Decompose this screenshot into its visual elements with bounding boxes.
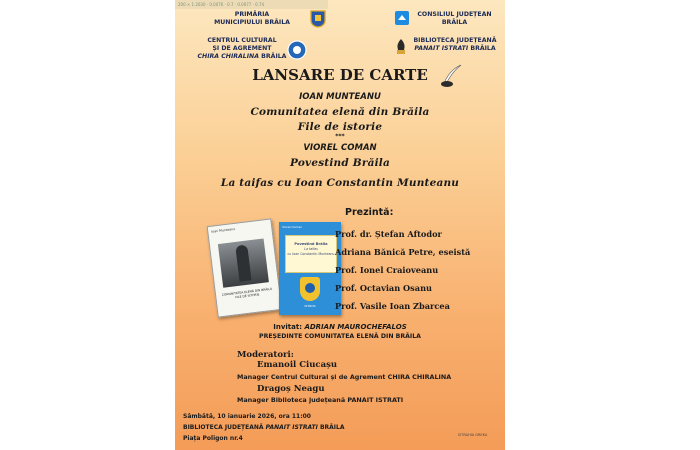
invited-role: PREȘEDINTE COMUNITATEA ELENĂ DIN BRĂILA [259, 333, 421, 340]
author-1: IOAN MUNTEANU [299, 92, 381, 102]
header-consiliul: CONSILIUL JUDEȚEAN BRĂILA [417, 11, 492, 26]
invited-guest: Invitat: ADRIAN MAUROCHEFALOS [273, 323, 407, 331]
book-2-title: Povestind Brăila [290, 157, 390, 169]
event-address: Piața Poligon nr.4 [183, 435, 243, 442]
event-date: Sâmbătă, 10 ianuarie 2026, ora 11:00 [183, 413, 311, 420]
quill-icon [437, 63, 465, 89]
primaria-crest-icon [310, 10, 326, 28]
image-info-bar: 200 × 1.2030 · 0.0076 · 0.7 · 0.0077 · 0.74 [175, 0, 328, 9]
event-place: BIBLIOTECA JUDEȚEANĂ PANAIT ISTRATI BRĂILA [183, 424, 345, 431]
presenter-item: Prof. Vasile Ioan Zbarcea [335, 301, 450, 311]
author-2: VIOREL COMAN [303, 143, 377, 153]
moderator-2-role: Manager Biblioteca județeană PANAIT ISTRATI [237, 396, 404, 404]
presenters-list [335, 225, 505, 315]
book-cover-2: Viorel Coman Povestind Brăila La taifas cu Ioan Constantin Munteanu ISTROS [279, 222, 341, 315]
book-1-subtitle: File de istorie [297, 121, 383, 133]
braila-crest-icon [300, 277, 320, 301]
moderators-label: Moderatori: [237, 350, 294, 360]
presenter-item: Prof. Ionel Craioveanu [335, 265, 439, 275]
header-primaria: PRIMĂRIA MUNICIPIULUI BRĂILA [214, 11, 290, 26]
cover-title-panel: Povestind Brăila La taifas cu Ioan Constantin Munteanu [285, 235, 337, 273]
cathedral-image [218, 238, 269, 287]
book-2-subtitle: La taifas cu Ioan Constantin Munteanu [220, 177, 460, 189]
centrul-cultural-logo-icon [287, 40, 307, 60]
publisher-signature: ISTRAHIA GREKA [458, 433, 488, 437]
moderator-1-name: Emanoil Ciucașu [257, 360, 338, 370]
header-centrul-cultural: CENTRUL CULTURAL ȘI DE AGREMENT CHIRA CHIRALINA BRĂILA [197, 37, 287, 60]
page-title: LANSARE DE CARTE [252, 66, 428, 84]
header-biblioteca: BIBLIOTECA JUDEȚEANĂ PANAIT ISTRATI BRĂILA [413, 37, 497, 52]
book-1-title: Comunitatea elenă din Brăila [250, 106, 430, 118]
book-cover-1: Ioan Munteanu COMUNITATEA ELENĂ DIN BRĂILA FILE DE ISTORIE [207, 218, 283, 317]
event-poster [175, 0, 505, 450]
moderator-1-role: Manager Centrul Cultural și de Agrement CHIRA CHIRALINA [237, 373, 452, 381]
separator: *** [335, 133, 345, 140]
presenter-item: Adriana Bănică Petre, eseistă [335, 247, 471, 257]
moderator-2-name: Dragoș Neagu [257, 384, 325, 394]
presenter-item: Prof. Octavian Osanu [335, 283, 432, 293]
presenting-label: Prezintă: [345, 207, 394, 218]
presenter-item: Prof. dr. Ștefan Aftodor [335, 229, 442, 239]
